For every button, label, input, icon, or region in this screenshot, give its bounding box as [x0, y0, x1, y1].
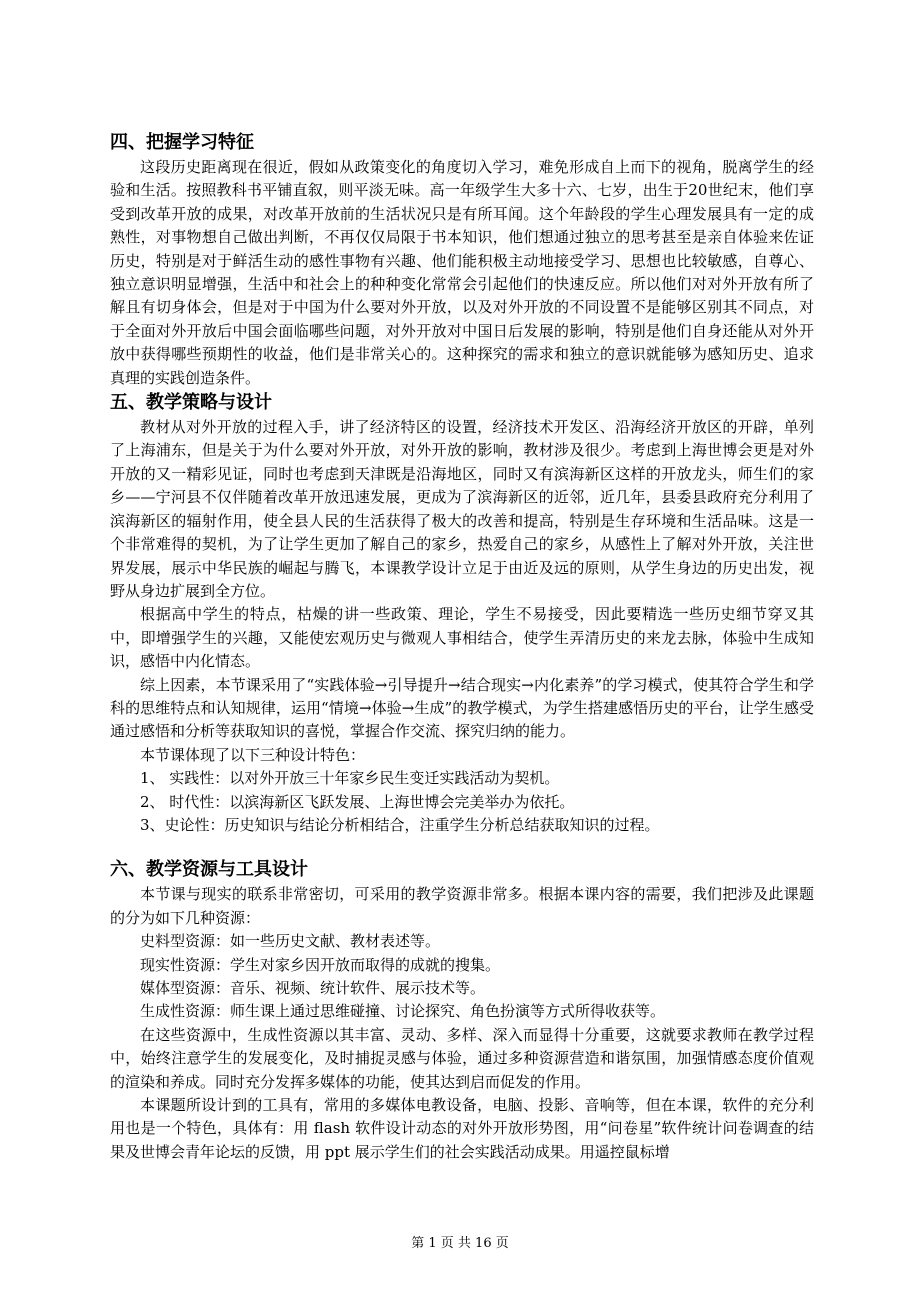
section-spacer [110, 837, 814, 857]
section-5-paragraph-3: 综上因素，本节课采用了“实践体验→引导提升→结合现实→内化素养”的学习模式，使其符合学生和学科的思维特点和认知规律，运用“情境→体验→生成”的教学模式，为学生搭建感悟历史的平台，让学生感受通过感悟和分析等获取知识的喜悦，掌握合作交流、探究归纳的能力。 [110, 675, 814, 741]
section-6-paragraph-2: 在这些资源中，生成性资源以其丰富、灵动、多样、深入而显得十分重要，这就要求教师在教学过程中，始终注意学生的发展变化，及时捕捉灵感与体验，通过多种资源营造和谐氛围，加强情感态度价值观的渲染和养成。同时充分发挥多媒体的功能，使其达到启而促发的作用。 [110, 1025, 814, 1091]
feature-list-item-3: 3、史论性：历史知识与结论分析相结合，注重学生分析总结获取知识的过程。 [140, 815, 660, 834]
section-6-paragraph-3: 本课题所设计到的工具有，常用的多媒体电教设备，电脑、投影、音响等，但在本课，软件的充分利用也是一个特色，具体有：用 flash 软件设计动态的对外开放形势图，用“问卷星”软件统计问卷调查的结果及世博会青年论坛的反馈，用 ppt 展示学生们的社会实践活动成果。用遥控鼠标增 [110, 1096, 814, 1161]
section-5-paragraph-4: 本节课体现了以下三种设计特色： [140, 745, 366, 764]
resource-item-3: 媒体型资源：音乐、视频、统计软件、展示技术等。 [140, 979, 486, 997]
section-5-paragraph-1: 教材从对外开放的过程入手，讲了经济特区的设置，经济技术开发区、沿海经济开放区的开辟，单列了上海浦东，但是关于为什么要对外开放，对外开放的影响，教材涉及很少。考虑到上海世博会更是对外开放的又一精彩见证，同时也考虑到天津既是沿海地区，同时又有滨海新区这样的开放龙头，师生们的家乡——宁河县不仅伴随着改革开放迅速发展，更成为了滨海新区的近邻，近几年，县委县政府充分利用了滨海新区的辐射作用，使全县人民的生活获得了极大的改善和提高，特别是生存环境和生活品味。这是一个非常难得的契机，为了让学生更加了解自己的家乡，热爱自己的家乡，从感性上了解对外开放，关注世界发展，展示中华民族的崛起与腾飞，本课教学设计立足于由近及远的原则，从学生身边的历史出发，视野从身边扩展到全方位。 [110, 418, 814, 600]
resource-item-2: 现实性资源：学生对家乡因开放而取得的成就的搜集。 [140, 955, 501, 974]
section-6-paragraph-1: 本节课与现实的联系非常密切，可采用的教学资源非常多。根据本课内容的需要，我们把涉及此课题的分为如下几种资源： [110, 885, 814, 927]
section-heading-5: 五、教学策略与设计 [110, 392, 272, 414]
page-content [110, 130, 814, 1164]
section-heading-4: 四、把握学习特征 [110, 132, 254, 153]
section-heading-6: 六、教学资源与工具设计 [110, 859, 308, 881]
resource-item-4: 生成性资源：师生课上通过思维碰撞、讨论探究、角色扮演等方式所得收获等。 [140, 1002, 666, 1021]
page-footer: 第 1 页 共 16 页 [411, 1236, 509, 1251]
feature-list-item-2: 2、 时代性：以滨海新区飞跃发展、上海世博会完美举办为依托。 [140, 792, 575, 811]
section-5-paragraph-2: 根据高中学生的特点，枯燥的讲一些政策、理论，学生不易接受，因此要精选一些历史细节穿叉其中，即增强学生的兴趣，又能使宏观历史与微观人事相结合，使学生弄清历史的来龙去脉，体验中生成知识，感悟中内化情态。 [110, 605, 814, 671]
resource-item-1: 史料型资源：如一些历史文献、教材表述等。 [140, 932, 441, 951]
feature-list-item-1: 1、 实践性：以对外开放三十年家乡民生变迁实践活动为契机。 [140, 769, 560, 788]
section-4-paragraph: 这段历史距离现在很近，假如从政策变化的角度切入学习，难免形成自上而下的视角，脱离学生的经验和生活。按照教科书平铺直叙，则平淡无味。高一年级学生大多十六、七岁，出生于20世纪末，他们享受到改革开放的成果，对改革开放前的生活状况只是有所耳闻。这个年龄段的学生心理发展具有一定的成熟性，对事物想自己做出判断，不再仅仅局限于书本知识，他们想通过独立的思考甚至是亲自体验来佐证历史，特别是对于鲜活生动的感性事物有兴趣、他们能积极主动地接受学习、思想也比较敏感，自尊心、独立意识明显增强，生活中和社会上的种种变化常常会引起他们的快速反应。所以他们对对外开放有所了解且有切身体会，但是对于中国为什么要对外开放，以及对外开放的不同设置不是能够区别其不同点，对于全面对外开放后中国会面临哪些问题，对外开放对中国日后发展的影响，特别是他们自身还能从对外开放中获得哪些预期性的收益，他们是非常关心的。这种探究的需求和独立的意识就能够为感知历史、追求真理的实践创造条件。 [110, 158, 814, 387]
